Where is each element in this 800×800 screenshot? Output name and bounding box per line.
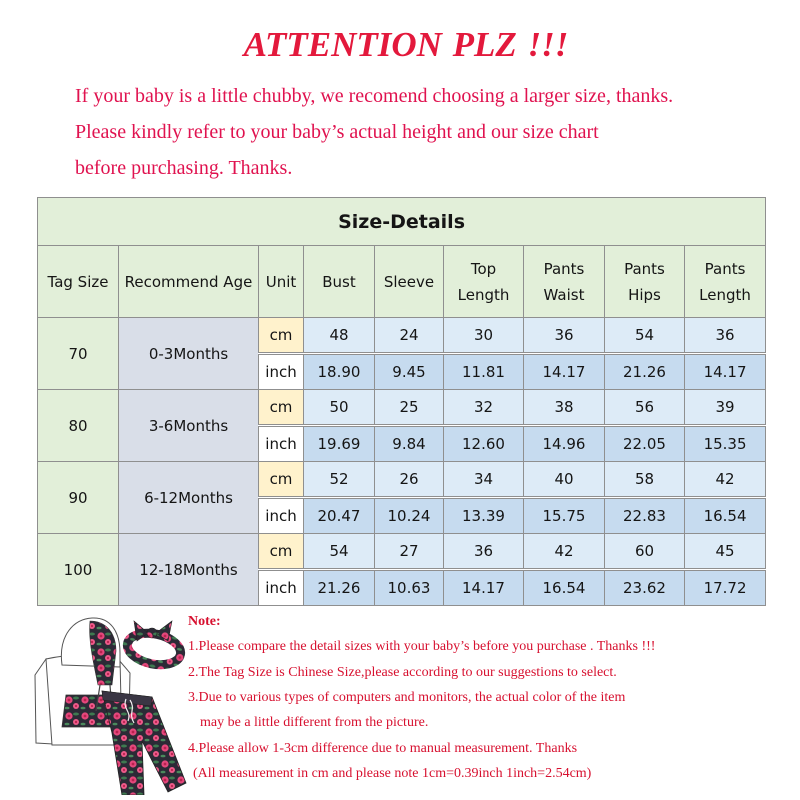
top-length-cm-value: 36 <box>444 534 524 570</box>
header-pants-hips-label: Pants Hips <box>624 259 665 304</box>
top-length-inch-value: 13.39 <box>444 498 524 534</box>
unit-cm-cell: cm <box>259 318 304 354</box>
tag-size-cell: 90 <box>38 462 119 534</box>
pants-length-cm-value: 45 <box>685 534 766 570</box>
pants-hips-inch-value: 21.26 <box>605 354 685 390</box>
table-row <box>38 318 766 354</box>
header-top-length-label: Top Length <box>457 259 510 304</box>
unit-inch-cell: inch <box>259 498 304 534</box>
header-top-length <box>444 246 524 318</box>
header-unit: Unit <box>259 246 304 318</box>
sleeve-inch-value: 9.45 <box>375 354 444 390</box>
header-tag-size: Tag Size <box>38 246 119 318</box>
table-caption: Size-Details <box>38 198 766 246</box>
pants-length-cm-value: 42 <box>685 462 766 498</box>
header-pants-length-label: Pants Length <box>699 259 751 304</box>
top-length-cm-value: 32 <box>444 390 524 426</box>
table-row <box>38 534 766 570</box>
unit-cm-cell: cm <box>259 534 304 570</box>
header-pants-waist <box>524 246 605 318</box>
sleeve-inch-value: 10.24 <box>375 498 444 534</box>
bust-inch-value: 20.47 <box>304 498 375 534</box>
recommend-age-cell: 6-12Months <box>119 462 259 534</box>
pants-hips-cm-value: 56 <box>605 390 685 426</box>
attention-title: ATTENTION PLZ !!! <box>243 25 569 64</box>
unit-inch-cell: inch <box>259 354 304 390</box>
header-pants-hips <box>605 246 685 318</box>
bust-inch-value: 19.69 <box>304 426 375 462</box>
pants-waist-inch-value: 15.75 <box>524 498 605 534</box>
pants-length-cm-value: 36 <box>685 318 766 354</box>
top-length-inch-value: 14.17 <box>444 570 524 606</box>
notes-heading: Note: <box>188 614 221 629</box>
top-length-cm-value: 34 <box>444 462 524 498</box>
note-item-3: 3.Due to various types of computers and monitors, the actual color of the item <box>188 689 626 705</box>
size-chart-body <box>38 318 766 606</box>
bust-inch-value: 18.90 <box>304 354 375 390</box>
pants-waist-inch-value: 14.17 <box>524 354 605 390</box>
bust-cm-value: 54 <box>304 534 375 570</box>
note-item-1: 1.Please compare the detail sizes with your baby’s before you purchase . Thanks !!! <box>188 639 656 655</box>
pants-waist-cm-value: 42 <box>524 534 605 570</box>
pants-hips-cm-value: 58 <box>605 462 685 498</box>
unit-cm-cell: cm <box>259 462 304 498</box>
sleeve-cm-value: 27 <box>375 534 444 570</box>
pants-hips-cm-value: 54 <box>605 318 685 354</box>
pants-hips-cm-value: 60 <box>605 534 685 570</box>
headband <box>124 621 183 669</box>
header-pants-length <box>685 246 766 318</box>
pants-waist-cm-value: 38 <box>524 390 605 426</box>
pants-length-inch-value: 14.17 <box>685 354 766 390</box>
bust-inch-value: 21.26 <box>304 570 375 606</box>
size-chart-table <box>37 197 766 606</box>
table-row <box>38 390 766 426</box>
header-bust: Bust <box>304 246 375 318</box>
pants-waist-cm-value: 36 <box>524 318 605 354</box>
note-item-4: 4.Please allow 1-3cm difference due to manual measurement. Thanks <box>188 740 578 756</box>
tag-size-cell: 100 <box>38 534 119 606</box>
headband-knot <box>147 628 157 638</box>
sleeve-inch-value: 10.63 <box>375 570 444 606</box>
header-pants-waist-label: Pants Waist <box>543 259 585 304</box>
note-item-3-continued: may be a little different from the picture. <box>200 715 429 731</box>
unit-cm-cell: cm <box>259 390 304 426</box>
recommend-age-cell: 0-3Months <box>119 318 259 390</box>
pants-length-inch-value: 16.54 <box>685 498 766 534</box>
top-length-inch-value: 12.60 <box>444 426 524 462</box>
unit-inch-cell: inch <box>259 426 304 462</box>
pants-length-inch-value: 17.72 <box>685 570 766 606</box>
intro-line-1: If your baby is a little chubby, we recomend choosing a larger size, thanks. <box>75 85 674 107</box>
pants-legs <box>102 691 186 795</box>
sleeve-inch-value: 9.84 <box>375 426 444 462</box>
pants-waist-inch-value: 14.96 <box>524 426 605 462</box>
bust-cm-value: 52 <box>304 462 375 498</box>
pants-length-cm-value: 39 <box>685 390 766 426</box>
intro-text <box>75 78 673 186</box>
pants-hips-inch-value: 23.62 <box>605 570 685 606</box>
note-item-2: 2.The Tag Size is Chinese Size,please according to our suggestions to select. <box>188 664 617 680</box>
recommend-age-cell: 3-6Months <box>119 390 259 462</box>
sleeve-cm-value: 24 <box>375 318 444 354</box>
notes-section <box>188 609 655 786</box>
table-row <box>38 462 766 498</box>
tag-size-cell: 80 <box>38 390 119 462</box>
pants-waist-cm-value: 40 <box>524 462 605 498</box>
pants-hips-inch-value: 22.83 <box>605 498 685 534</box>
top-length-inch-value: 11.81 <box>444 354 524 390</box>
intro-line-3: before purchasing. Thanks. <box>75 157 293 179</box>
note-measurement-conversion: (All measurement in cm and please note 1cm=0.39inch 1inch=2.54cm) <box>193 765 592 781</box>
bust-cm-value: 50 <box>304 390 375 426</box>
intro-line-2: Please kindly refer to your baby’s actual height and our size chart <box>75 121 599 143</box>
header-recommend-age: Recommend Age <box>119 246 259 318</box>
product-photo <box>32 615 187 795</box>
bust-cm-value: 48 <box>304 318 375 354</box>
pants <box>102 691 186 795</box>
sleeve-cm-value: 25 <box>375 390 444 426</box>
unit-inch-cell: inch <box>259 570 304 606</box>
pants-length-inch-value: 15.35 <box>685 426 766 462</box>
table-header-row <box>38 246 766 318</box>
header-sleeve: Sleeve <box>375 246 444 318</box>
recommend-age-cell: 12-18Months <box>119 534 259 606</box>
pants-waist-inch-value: 16.54 <box>524 570 605 606</box>
table-caption-row <box>38 198 766 246</box>
tag-size-cell: 70 <box>38 318 119 390</box>
sleeve-cm-value: 26 <box>375 462 444 498</box>
top-length-cm-value: 30 <box>444 318 524 354</box>
pants-hips-inch-value: 22.05 <box>605 426 685 462</box>
